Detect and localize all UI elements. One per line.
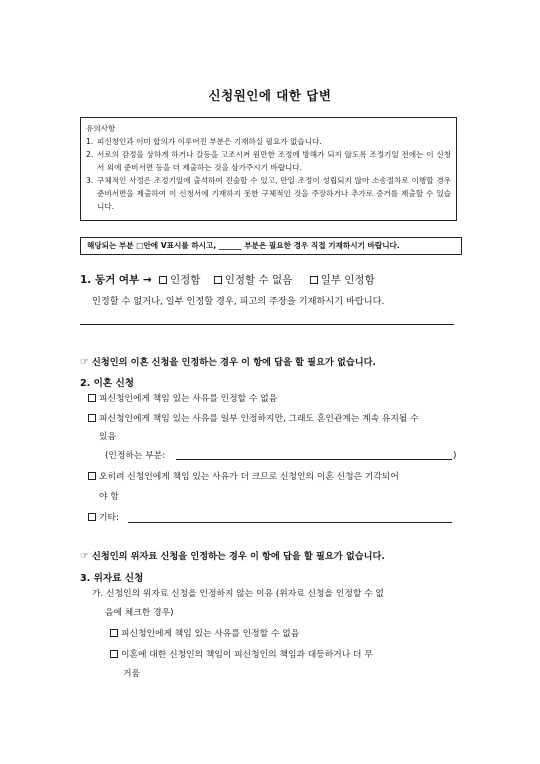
- checkbox-icon[interactable]: [159, 276, 167, 284]
- section1-line: [80, 272, 375, 287]
- notice-heading: 유의사항: [86, 124, 116, 133]
- checkbox-icon[interactable]: [88, 394, 96, 402]
- admitted-part-line[interactable]: [176, 459, 452, 460]
- option-label: 피신청인에게 책임 있는 사유를 인정할 수 없음: [121, 629, 300, 639]
- admitted-part-label: (인정하는 부분:: [105, 451, 166, 461]
- checkbox-icon[interactable]: [110, 629, 118, 637]
- checkbox-icon[interactable]: [110, 650, 118, 658]
- option-label: 인정함: [169, 274, 201, 286]
- checkbox-icon[interactable]: [88, 472, 96, 480]
- option-deny[interactable]: [214, 274, 293, 286]
- option-admit[interactable]: [159, 274, 200, 286]
- page-title: 신청원인에 대한 답변: [208, 88, 332, 103]
- option-label-continued: 거움: [123, 669, 140, 679]
- skip-note: [80, 548, 385, 562]
- notice-box: [80, 117, 457, 221]
- notice-item-text: 피신청인과 이미 합의가 이루어진 부분은 기재하실 필요가 없습니다.: [97, 137, 322, 146]
- option-label: 기타:: [99, 513, 119, 523]
- skip-note: [80, 354, 376, 368]
- notice-item-number: 2.: [86, 150, 94, 159]
- checkbox-icon[interactable]: [88, 513, 96, 521]
- divorce-option-other[interactable]: [88, 509, 119, 527]
- skip-note-text: 신청인의 위자료 신청을 인정하는 경우 이 항에 답을 할 필요가 없습니다.: [91, 551, 385, 562]
- divorce-option-3[interactable]: [88, 468, 399, 486]
- notice-item-number: 3.: [86, 176, 94, 185]
- divorce-option-2[interactable]: [88, 410, 419, 428]
- section3-heading: 3. 위자료 신청: [80, 573, 144, 584]
- section1-heading: 1. 동거 여부 →: [80, 274, 152, 286]
- alimony-option-1[interactable]: [110, 625, 299, 643]
- alimony-option-2[interactable]: [110, 646, 373, 664]
- alimony-reason-heading: 가. 신청인의 위자료 신청을 인정하지 않는 이유 (위자료 신청을 인정할 수 없: [92, 589, 384, 599]
- skip-note-text: 신청인의 이혼 신청을 인정하는 경우 이 항에 답을 할 필요가 없습니다.: [91, 357, 376, 368]
- option-label: 피신청인에게 책임 있는 사유를 인정할 수 없음: [99, 394, 278, 404]
- checkbox-icon[interactable]: [310, 276, 318, 284]
- section2-heading: 2. 이혼 신청: [80, 378, 135, 389]
- option-label: 피신청인에게 책임 있는 사유를 일부 인정하지만, 그래도 혼인관계는 계속 유지될 수: [99, 414, 419, 424]
- option-label: 오히려 신청인에게 책임 있는 사유가 더 크므로 신청인의 이혼 신청은 기각되어: [99, 472, 399, 482]
- option-label: 이혼에 대한 신청인의 책임이 피신청인의 책임과 대등하거나 더 무: [121, 650, 373, 660]
- notice-item-number: 1.: [86, 137, 94, 146]
- notice-item-text: 구체적인 사정은 조정기일에 출석하여 진술할 수 있고, 만일 조정이 성립되지 않아 소송절차로 이행할 경우 준비서면을 제출하여 이 신청서에 기재하지 못한 구체적인 것을 주장하거나 추가로 증거를 제출할 수 있습니다.: [97, 176, 451, 211]
- option-label-continued: 야 함: [99, 492, 119, 502]
- checkbox-icon[interactable]: [214, 276, 222, 284]
- other-line[interactable]: [128, 522, 452, 523]
- checkbox-icon[interactable]: [88, 414, 96, 422]
- notice-item: [86, 148, 451, 174]
- admitted-part-close: ): [453, 451, 457, 461]
- section1-instruction: 인정할 수 없거나, 일부 인정할 경우, 피고의 주장을 기재하시기 바랍니다.: [92, 296, 385, 307]
- notice-item: [86, 135, 451, 148]
- option-label: 인정할 수 없음: [224, 274, 293, 286]
- option-label: 일부 인정함: [320, 274, 375, 286]
- notice-item: [86, 174, 451, 213]
- answer-line[interactable]: [80, 324, 454, 325]
- divorce-option-1[interactable]: [88, 390, 277, 408]
- option-partial[interactable]: [310, 274, 375, 286]
- alimony-reason-heading-continued: 음에 체크한 경우): [105, 608, 174, 618]
- pointing-hand-icon: ☞: [80, 357, 89, 368]
- instruction-box: 해당되는 부분 □안에 V표시를 하시고, ______ 부분은 필요한 경우 직접 기재하시기 바랍니다.: [80, 237, 462, 255]
- pointing-hand-icon: ☞: [80, 551, 89, 562]
- notice-item-text: 서로의 감정을 상하게 하거나 갈등을 고조시켜 원만한 조정에 방해가 되지 않도록 조정기일 전에는 이 신청서 외에 준비서면 등을 더 제출하는 것을 삼가주시기 바랍니다.: [97, 150, 451, 172]
- option-label-continued: 있음: [99, 432, 116, 442]
